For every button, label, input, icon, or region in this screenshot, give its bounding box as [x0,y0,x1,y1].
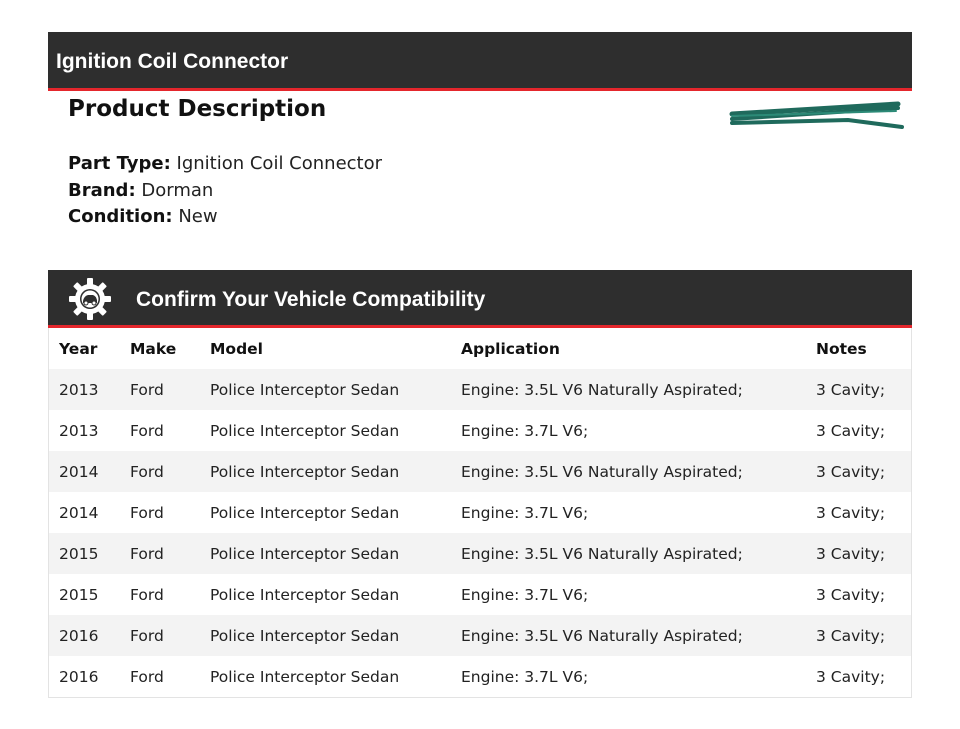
cell-year: 2014 [59,503,99,522]
cell-make: Ford [130,544,164,563]
part-type-label: Part Type: [68,153,171,174]
cell-model: Police Interceptor Sedan [210,626,400,645]
cell-make: Ford [130,503,164,522]
cell-application: Engine: 3.7L V6; [461,667,589,686]
cell-model: Police Interceptor Sedan [210,421,400,440]
cell-make: Ford [130,667,164,686]
brand-label: Brand: [68,179,136,201]
cell-make: Ford [130,462,164,481]
cell-application: Engine: 3.5L V6 Naturally Aspirated; [461,626,743,645]
table-row [49,492,911,533]
cell-application: Engine: 3.7L V6; [461,421,589,440]
condition-row [68,204,382,231]
gear-car-icon [68,277,112,321]
cell-year: 2013 [59,380,99,399]
brand-value: Dorman [141,179,214,201]
column-header-notes[interactable]: Notes [816,339,867,358]
table-row [49,451,911,492]
cell-model: Police Interceptor Sedan [210,503,400,522]
cell-notes: 3 Cavity; [816,503,886,522]
cell-notes: 3 Cavity; [816,667,886,686]
page-title: Ignition Coil Connector [56,50,289,73]
brand-row [68,178,382,205]
cell-make: Ford [130,585,164,604]
table-row [49,369,911,410]
cell-model: Police Interceptor Sedan [210,585,400,604]
product-properties [68,151,382,231]
compatibility-table [49,328,911,697]
condition-value: New [178,206,218,227]
column-header-make[interactable]: Make [130,339,177,358]
compatibility-title: Confirm Your Vehicle Compatibility [136,288,486,311]
cell-year: 2013 [59,421,99,440]
condition-label: Condition: [68,206,173,227]
cell-application: Engine: 3.7L V6; [461,503,589,522]
cell-notes: 3 Cavity; [816,380,886,399]
column-header-model[interactable]: Model [210,339,263,358]
cell-year: 2016 [59,626,99,645]
table-row [49,410,911,451]
cell-model: Police Interceptor Sedan [210,462,400,481]
part-type-row [68,151,382,178]
table-row [49,656,911,697]
cell-notes: 3 Cavity; [816,462,886,481]
cell-model: Police Interceptor Sedan [210,544,400,563]
cell-make: Ford [130,380,164,399]
table-row [49,615,911,656]
cell-notes: 3 Cavity; [816,544,886,563]
cell-application: Engine: 3.5L V6 Naturally Aspirated; [461,544,743,563]
table-row [49,533,911,574]
product-description-heading: Product Description [68,96,327,122]
cell-notes: 3 Cavity; [816,421,886,440]
cell-year: 2015 [59,585,99,604]
compatibility-bar [48,270,912,328]
cell-model: Police Interceptor Sedan [210,667,400,686]
cell-year: 2016 [59,667,99,686]
part-type-value: Ignition Coil Connector [176,153,383,174]
cell-make: Ford [130,421,164,440]
table-row [49,574,911,615]
column-header-year[interactable]: Year [59,339,98,358]
cell-notes: 3 Cavity; [816,585,886,604]
product-image[interactable] [728,96,908,136]
cell-year: 2015 [59,544,99,563]
cell-application: Engine: 3.5L V6 Naturally Aspirated; [461,380,743,399]
cell-application: Engine: 3.5L V6 Naturally Aspirated; [461,462,743,481]
compatibility-table-container [48,328,912,698]
table-header-row [49,328,911,369]
cell-model: Police Interceptor Sedan [210,380,400,399]
title-bar [48,32,912,91]
cell-application: Engine: 3.7L V6; [461,585,589,604]
cell-notes: 3 Cavity; [816,626,886,645]
column-header-application[interactable]: Application [461,339,560,358]
cell-year: 2014 [59,462,99,481]
cell-make: Ford [130,626,164,645]
